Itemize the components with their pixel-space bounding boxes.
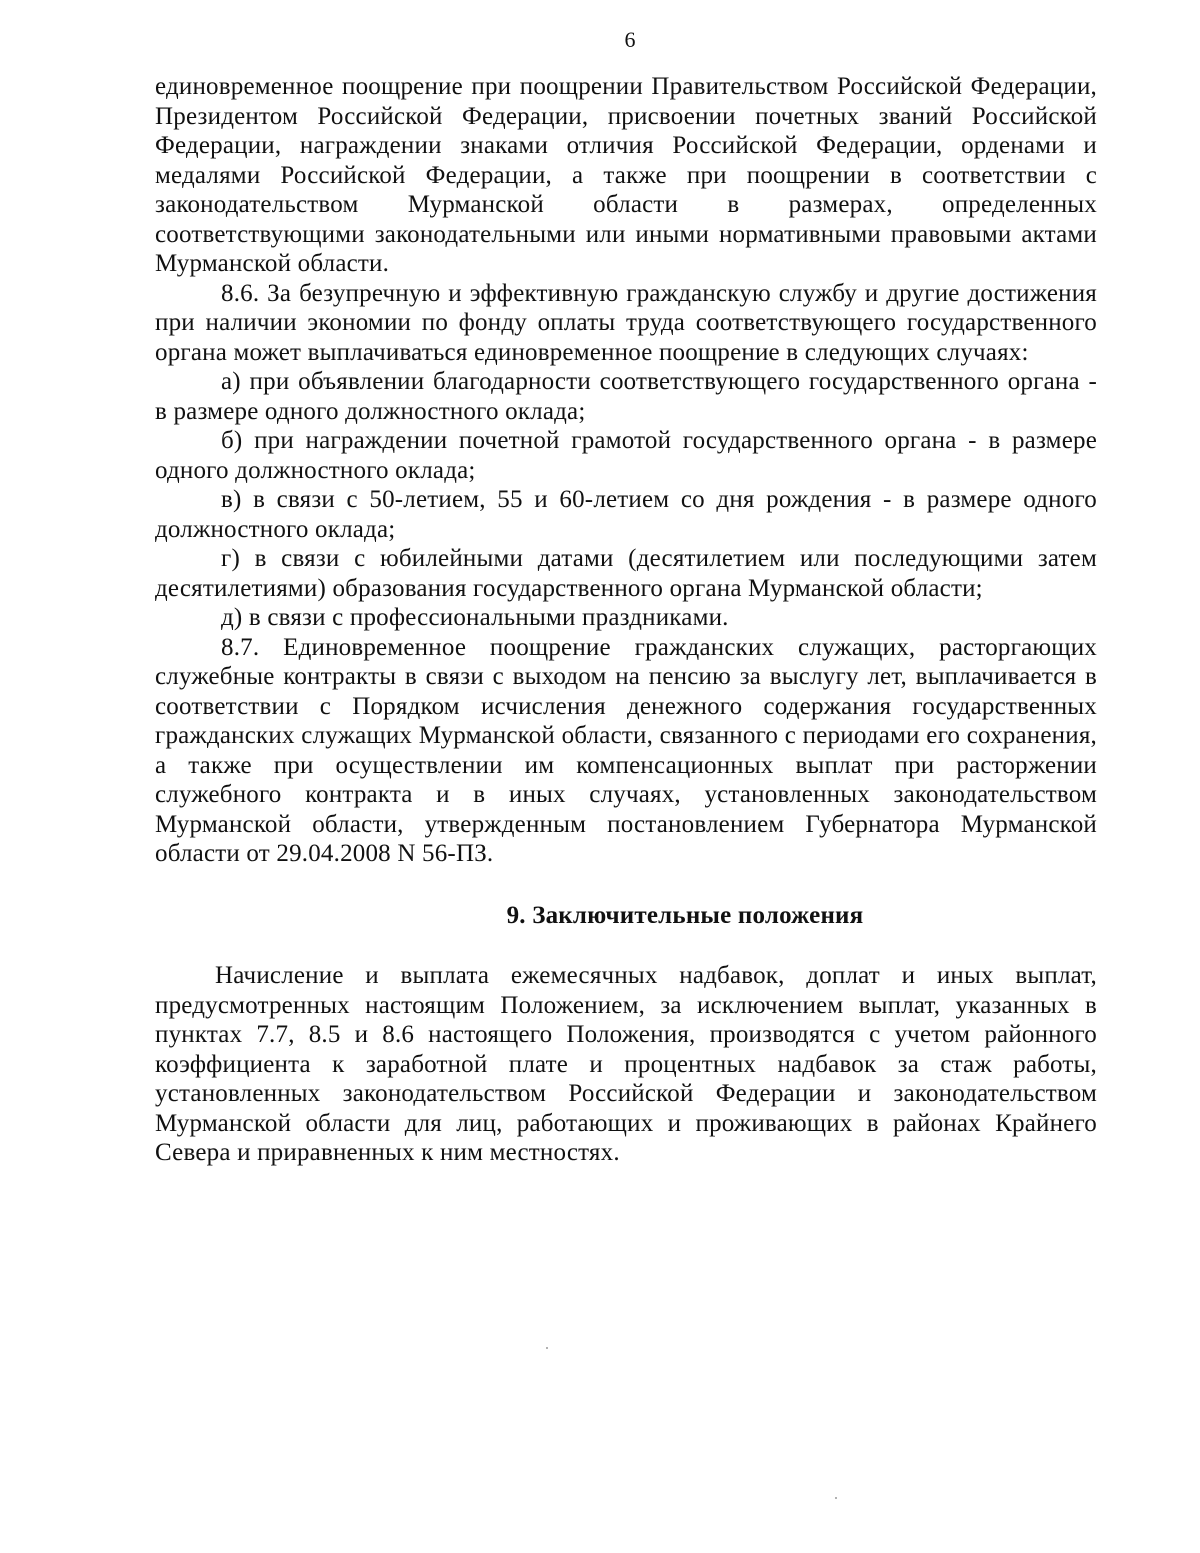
list-item-v: в) в связи с 50-летием, 55 и 60-летием со дня рождения - в размере одного должностного оклада;	[155, 486, 1097, 543]
list-item-d: д) в связи с профессиональными праздниками.	[221, 604, 729, 631]
paragraph-continuation: единовременное поощрение при поощрении Правительством Российской Федерации, Президентом Российской Федерации, присвоении почетных званий Российской Федерации, награждении знаками отличия Российской Федерации, орденами и медалями Российской Федерации, а также при поощрении в соответствии с законодательством Мурманской области в размерах, определенных соответствующими законодательными или иными нормативными правовыми актами Мурманской области.	[155, 73, 1097, 277]
section-heading: 9. Заключительные положения	[506, 901, 864, 929]
list-item-a: а) при объявлении благодарности соответствующего государственного органа - в размере одного должностного оклада;	[155, 368, 1097, 425]
scan-speck	[835, 1497, 837, 1499]
paragraph-8-7: 8.7. Единовременное поощрение гражданских служащих, расторгающих служебные контракты в связи с выходом на пенсию за выслугу лет, выплачивается в соответствии с Порядком исчисления денежного содержания государственных гражданских служащих Мурманской области, связанного с периодами его сохранения, а также при осуществлении им компенсационных выплат при расторжении служебного контракта и в иных случаях, установленных законодательством Мурманской области, утвержденным постановлением Губернатора Мурманской области от 29.04.2008 N 56-ПЗ.	[155, 633, 1097, 867]
paragraph-8-6: 8.6. За безупречную и эффективную гражданскую службу и другие достижения при наличии экономии по фонду оплаты труда соответствующего государственного органа может выплачиваться единовременное поощрение в следующих случаях:	[155, 279, 1097, 366]
page-number: 6	[624, 27, 636, 52]
document-body	[155, 72, 1097, 1168]
scan-speck	[546, 1347, 548, 1349]
list-item-g: г) в связи с юбилейными датами (десятилетием или последующими затем десятилетиями) образования государственного органа Мурманской области;	[155, 545, 1097, 602]
list-item-b: б) при награждении почетной грамотой государственного органа - в размере одного должностного оклада;	[155, 427, 1097, 484]
final-provisions	[155, 961, 1097, 1168]
final-paragraph: Начисление и выплата ежемесячных надбавок, доплат и иных выплат, предусмотренных настоящим Положением, за исключением выплат, указанных в пунктах 7.7, 8.5 и 8.6 настоящего Положения, производятся с учетом районного коэффициента к заработной плате и процентных надбавок за стаж работы, установленных законодательством Российской Федерации и законодательством Мурманской области для лиц, работающих и проживающих в районах Крайнего Севера и приравненных к ним местностях.	[155, 962, 1097, 1166]
